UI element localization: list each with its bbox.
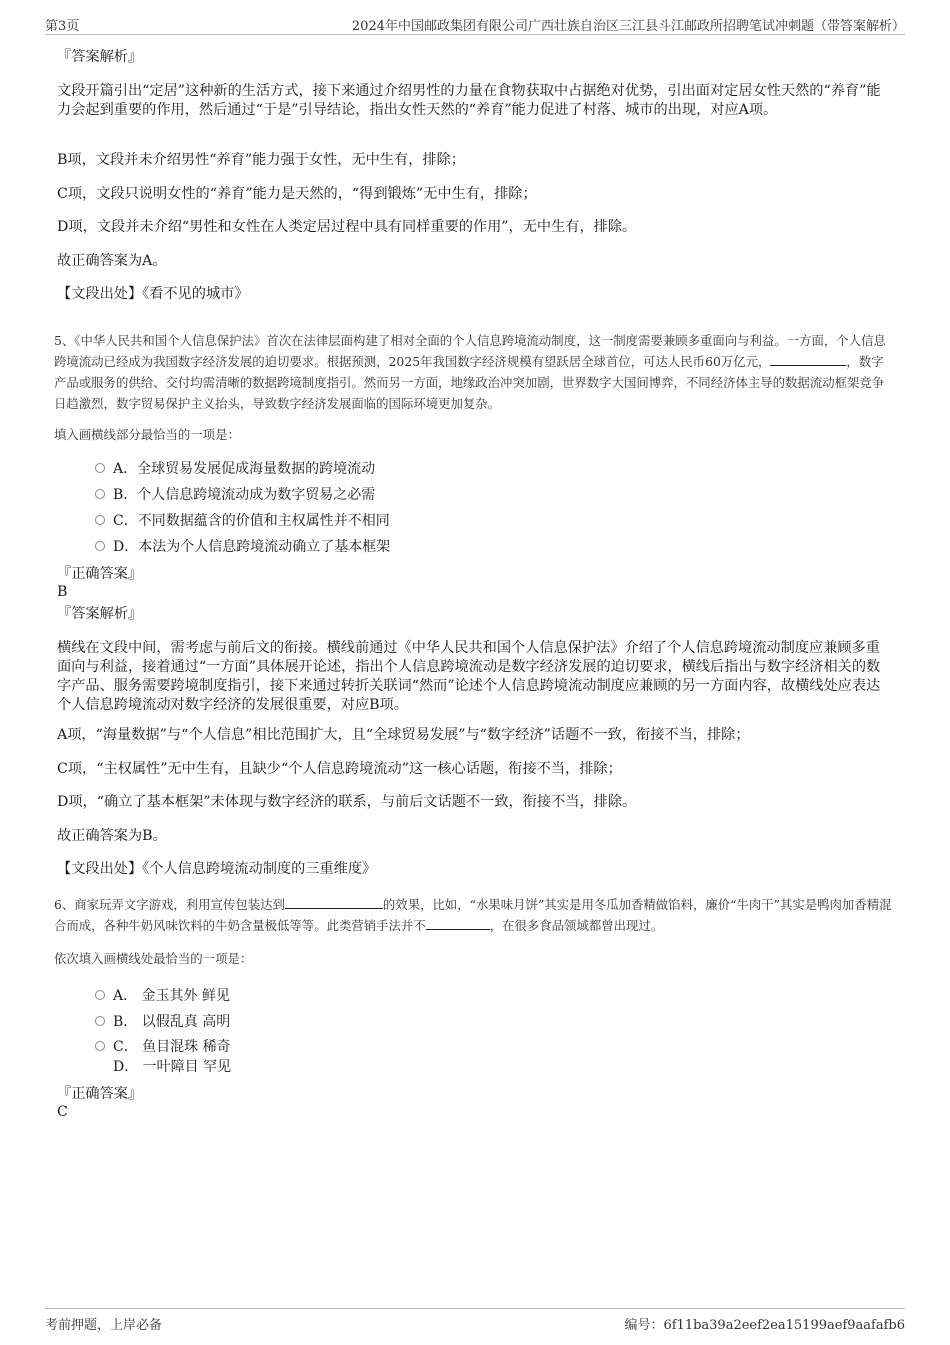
q5-analysis-p4: D项，“确立了基本框架”未体现与数字经济的联系，与前后文话题不一致，衔接不当，排除。 xyxy=(57,794,637,810)
q5-analysis-p3: C项，“主权属性”无中生有，且缺少“个人信息跨境流动”这一核心话题，衔接不当，排除； xyxy=(57,761,622,777)
q4-conclusion: 故正确答案为A。 xyxy=(57,253,167,269)
q5-option-d[interactable] xyxy=(95,536,390,556)
q5-conclusion: 故正确答案为B。 xyxy=(57,828,167,844)
radio-icon[interactable] xyxy=(95,515,105,525)
radio-icon[interactable] xyxy=(95,990,105,1000)
q5-option-d-label: D．本法为个人信息跨境流动确立了基本框架 xyxy=(113,539,391,555)
page-number: 第3页 xyxy=(45,19,80,34)
q5-option-c[interactable] xyxy=(95,510,390,530)
q5-option-b-label: B．个人信息跨境流动成为数字贸易之必需 xyxy=(113,487,376,503)
document-title: 2024年中国邮政集团有限公司广西壮族自治区三江县斗江邮政所招聘笔试冲刺题（带答案解析） xyxy=(351,19,905,34)
q5-answer: B xyxy=(57,584,68,600)
q6-option-b[interactable] xyxy=(95,1011,230,1031)
footer-slogan: 考前押题，上岸必备 xyxy=(45,1318,163,1333)
q6-blank-1 xyxy=(285,895,383,909)
q5-analysis-p2: A项，“海量数据”与“个人信息”相比范围扩大，且“全球贸易发展”与“数字经济”话题不一致，衔接不当，排除； xyxy=(57,727,750,743)
q4-source: 【文段出处】《看不见的城市》 xyxy=(57,286,249,302)
q5-stem xyxy=(54,330,894,414)
q4-analysis-label: 『答案解析』 xyxy=(57,49,143,65)
q6-option-b-label: B． 以假乱真 高明 xyxy=(113,1014,231,1030)
q6-option-c[interactable] xyxy=(95,1036,231,1056)
q5-option-b[interactable] xyxy=(95,484,375,504)
q6-stem-part-b: 的效果，比如，“水果味月饼”其实是用冬瓜加香精做馅料，廉价“牛肉干”其实是鸭肉加香精混合而成，各种牛奶风味饮料的牛奶含量极低等等。此类营销手法并不 xyxy=(54,897,892,933)
q5-option-a-label: A．全球贸易发展促成海量数据的跨境流动 xyxy=(113,461,376,477)
q4-analysis-p2: B项，文段并未介绍男性“养育”能力强于女性，无中生有，排除； xyxy=(57,152,465,168)
q4-analysis-p4: D项，文段并未介绍“男性和女性在人类定居过程中具有同样重要的作用”，无中生有，排除。 xyxy=(57,219,637,235)
q5-source: 【文段出处】《个人信息跨境流动制度的三重维度》 xyxy=(57,861,377,877)
q6-answer: C xyxy=(57,1104,68,1120)
radio-icon[interactable] xyxy=(95,1041,105,1051)
page-footer xyxy=(45,1308,905,1333)
radio-icon[interactable] xyxy=(95,541,105,551)
q6-prompt: 依次填入画横线处最恰当的一项是： xyxy=(54,951,253,966)
q6-option-d-label: D． 一叶障目 罕见 xyxy=(113,1059,232,1075)
q4-analysis-p3: C项，文段只说明女性的“养育”能力是天然的，“得到锻炼”无中生有，排除； xyxy=(57,186,537,202)
q6-stem xyxy=(54,894,894,936)
q6-stem-part-a: 6、商家玩弄文字游戏，利用宣传包装达到 xyxy=(54,897,285,912)
q6-option-c-label: C． 鱼目混珠 稀奇 xyxy=(113,1039,231,1055)
radio-icon[interactable] xyxy=(95,463,105,473)
radio-icon[interactable] xyxy=(95,1016,105,1026)
q6-option-d[interactable] xyxy=(95,1056,231,1076)
q6-stem-part-c: ，在很多食品领域都曾出现过。 xyxy=(489,918,664,933)
q5-answer-label: 『正确答案』 xyxy=(57,566,143,582)
page-header xyxy=(45,12,905,35)
q5-prompt: 填入画横线部分最恰当的一项是： xyxy=(54,427,240,442)
q5-stem-part-a: 5、《中华人民共和国个人信息保护法》首次在法律层面构建了相对全面的个人信息跨境流动制度，这一制度需要兼顾多重面向与利益。一方面，个人信息跨境流动已经成为我国数字经济发展的迫切要求。根据预测，2025年我国数字经济规模有望跃居全球首位，可达人民币60万亿元， xyxy=(54,333,886,369)
q5-option-c-label: C．不同数据蕴含的价值和主权属性并不相同 xyxy=(113,513,390,529)
q4-analysis-p1: 文段开篇引出“定居”这种新的生活方式，接下来通过介绍男性的力量在食物获取中占据绝对优势，引出面对定居女性天然的“养育”能力会起到重要的作用，然后通过“于是”引导结论，指出女性天然的“养育”能力促进了村落、城市的出现，对应A项。 xyxy=(57,83,881,118)
q5-stem-part-b: ，数字产品或服务的供给、交付均需清晰的数据跨境制度指引。然而另一方面，地缘政治冲突加剧，世界数字大国间博弈，不同经济体主导的数据流动框架竞争日趋激烈，数字贸易保护主义抬头，导致数字经济发展面临的国际环境更加复杂。 xyxy=(54,354,885,411)
q5-option-a[interactable] xyxy=(95,458,375,478)
radio-icon[interactable] xyxy=(95,489,105,499)
q5-analysis-p1: 横线在文段中间，需考虑与前后文的衔接。横线前通过《中华人民共和国个人信息保护法》介绍了个人信息跨境流动制度应兼顾多重面向与利益，接着通过“一方面”具体展开论述，指出个人信息跨境流动是数字经济发展的迫切要求，横线后指出与数字经济相关的数字产品、服务需要跨境制度指引，接下来通过转折关联词“然而”论述个人信息跨境流动制度应兼顾的另一方面内容，故横线处应表达个人信息跨境流动对数字经济的发展很重要，对应B项。 xyxy=(57,640,881,713)
q5-analysis-label: 『答案解析』 xyxy=(57,606,143,622)
q6-answer-label: 『正确答案』 xyxy=(57,1086,143,1102)
document-id: 编号：6f11ba39a2eef2ea15199aef9aafafb6 xyxy=(624,1318,905,1333)
q5-blank xyxy=(770,352,846,366)
q6-blank-2 xyxy=(426,916,490,930)
q6-option-a-label: A． 金玉其外 鲜见 xyxy=(113,988,231,1004)
q6-option-a[interactable] xyxy=(95,985,230,1005)
